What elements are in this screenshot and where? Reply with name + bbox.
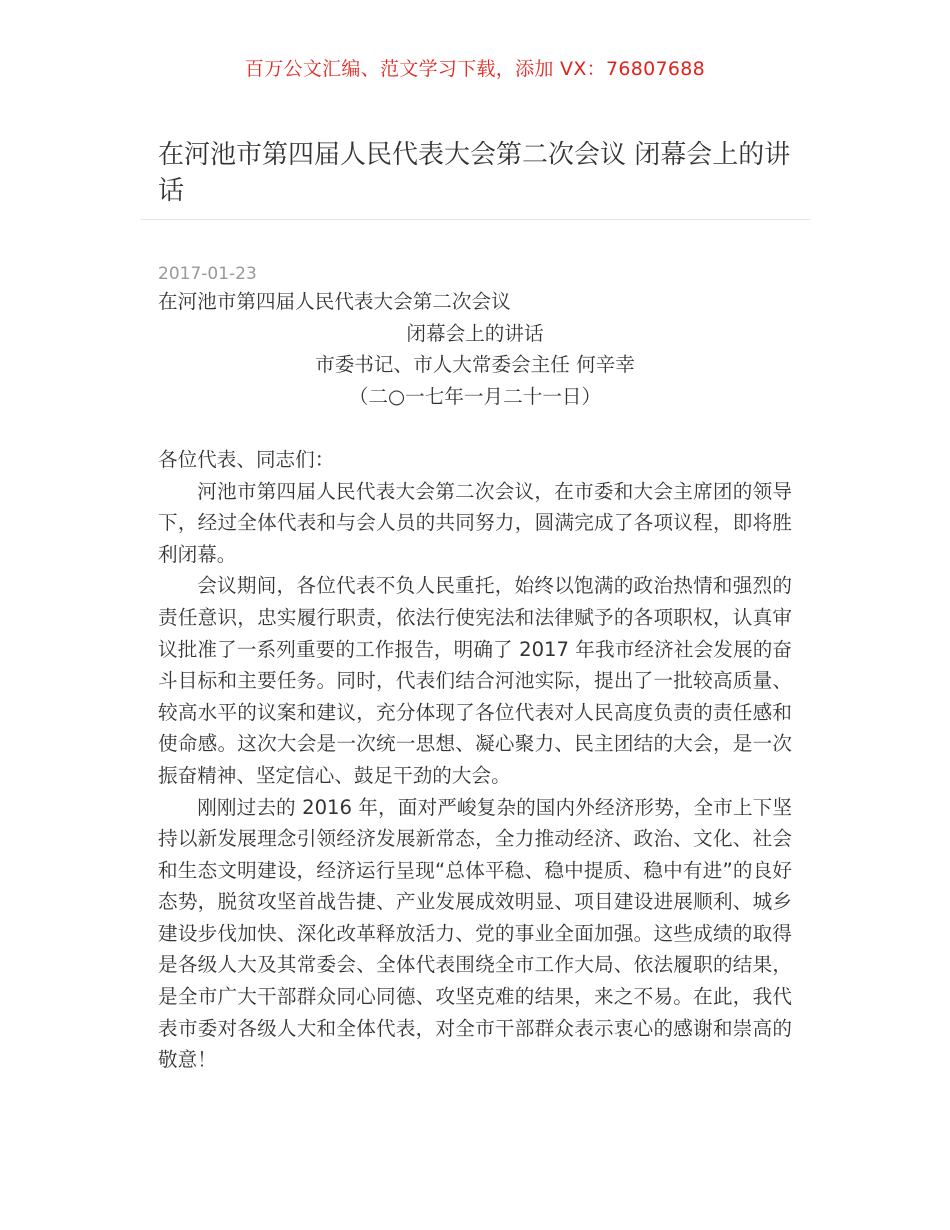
- speech-speaker: 市委书记、市人大常委会主任 何辛幸: [315, 353, 635, 377]
- blank-line: [158, 412, 792, 444]
- paragraph-1: 河池市第四届人民代表大会第二次会议，在市委和大会主席团的领导下，经过全体代表和与会人员的共同努力，圆满完成了各项议程，即将胜利闭幕。: [158, 479, 792, 566]
- speech-heading-line2: 闭幕会上的讲话: [406, 321, 544, 345]
- speech-salutation: 各位代表、同志们：: [158, 447, 335, 471]
- paragraph-3: 刚刚过去的 2016 年，面对严峻复杂的国内外经济形势，全市上下坚持以新发展理念引领经济发展新常态，全力推动经济、政治、文化、社会和生态文明建设，经济运行呈现“总体平稳、稳中提质、稳中有进”的良好态势，脱贫攻坚首战告捷、产业发展成效明显、项目建设进展顺利、城乡建设步伐加快、深化改革释放活力、党的事业全面加强。这些成绩的取得是各级人大及其常委会、全体代表围绕全市工作大局、依法履职的结果，是全市广大干部群众同心同德、攻坚克难的结果，来之不易。在此，我代表市委对各级人大和全体代表，对全市干部群众表示衷心的感谢和崇高的敬意！: [158, 795, 792, 1072]
- speech-heading-line1: 在河池市第四届人民代表大会第二次会议: [158, 290, 511, 313]
- article-title: 在河池市第四届人民代表大会第二次会议 闭幕会上的讲话: [158, 140, 791, 206]
- promo-banner: 百万公文汇编、范文学习下载，添加 VX：76807688: [244, 58, 706, 80]
- title-divider: [140, 219, 810, 220]
- article-date: 2017-01-23: [158, 264, 257, 284]
- speech-date: （二○一七年一月二十一日）: [348, 384, 602, 408]
- paragraph-2: 会议期间，各位代表不负人民重托，始终以饱满的政治热情和强烈的责任意识，忠实履行职责，依法行使宪法和法律赋予的各项职权，认真审议批准了一系列重要的工作报告，明确了 2017 年我市经济社会发展的奋斗目标和主要任务。同时，代表们结合河池实际，提出了一批较高质量、较高水平的议案和建议，充分体现了各位代表对人民高度负责的责任感和使命感。这次大会是一次统一思想、凝心聚力、民主团结的大会，是一次振奋精神、坚定信心、鼓足干劲的大会。: [158, 574, 792, 787]
- article-body: [158, 286, 792, 1076]
